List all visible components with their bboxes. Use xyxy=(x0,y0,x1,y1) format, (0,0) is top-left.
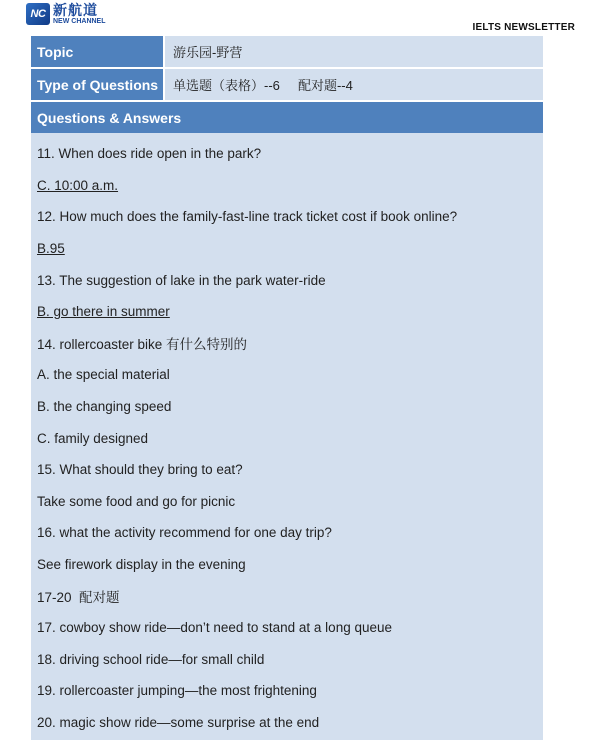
logo-english-name: NEW CHANNEL xyxy=(53,18,106,25)
question-14: 14. rollercoaster bike 有什么特别的 xyxy=(37,337,248,353)
topic-value: 游乐园-野营 xyxy=(163,36,543,69)
qa-section-body xyxy=(31,133,543,740)
question-15: 15. What should they bring to eat? xyxy=(37,462,243,478)
answer-12 xyxy=(37,233,543,265)
question-11: 11. When does ride open in the park? xyxy=(37,146,262,162)
answer-15: Take some food and go for picnic xyxy=(37,493,236,509)
answer-14-b: B. the changing speed xyxy=(37,399,172,415)
answer-19: 19. rollercoaster jumping—the most frightening xyxy=(37,683,317,699)
answer-17: 17. cowboy show ride—don’t need to stand at a long queue xyxy=(37,620,392,636)
answer-20: 20. magic show ride—some surprise at the end xyxy=(37,714,320,730)
answer-11-text: C. 10:00 a.m. xyxy=(37,177,119,193)
matching-heading: 17-20 配对题 xyxy=(37,590,120,606)
logo-text xyxy=(53,3,106,25)
brand-logo xyxy=(26,3,106,25)
answer-13-text: B. go there in summer xyxy=(37,304,170,320)
question-13: 13. The suggestion of lake in the park water-ride xyxy=(37,272,326,288)
answer-13 xyxy=(37,296,543,328)
answer-12-text: B.95 xyxy=(37,241,65,257)
answer-14-a: A. the special material xyxy=(37,367,170,383)
qa-section-header: Questions & Answers xyxy=(31,102,543,133)
answer-14-c: C. family designed xyxy=(37,430,149,446)
topic-row xyxy=(31,36,543,69)
answer-11 xyxy=(37,170,543,202)
logo-mark-icon: NC xyxy=(26,3,50,25)
newsletter-title: IELTS NEWSLETTER xyxy=(472,22,575,33)
topic-label: Topic xyxy=(31,36,163,69)
question-16: 16. what the activity recommend for one day trip? xyxy=(37,525,332,541)
answer-table xyxy=(31,36,543,740)
question-type-row xyxy=(31,69,543,102)
question-type-value: 单选题（表格）--6 配对题--4 xyxy=(163,69,543,102)
logo-chinese-name: 新航道 xyxy=(53,2,98,18)
answer-18: 18. driving school ride—for small child xyxy=(37,651,265,667)
answer-16: See firework display in the evening xyxy=(37,557,246,573)
page-header xyxy=(0,0,605,36)
question-type-label: Type of Questions xyxy=(31,69,163,102)
question-12: 12. How much does the family-fast-line track ticket cost if book online? xyxy=(37,209,458,225)
